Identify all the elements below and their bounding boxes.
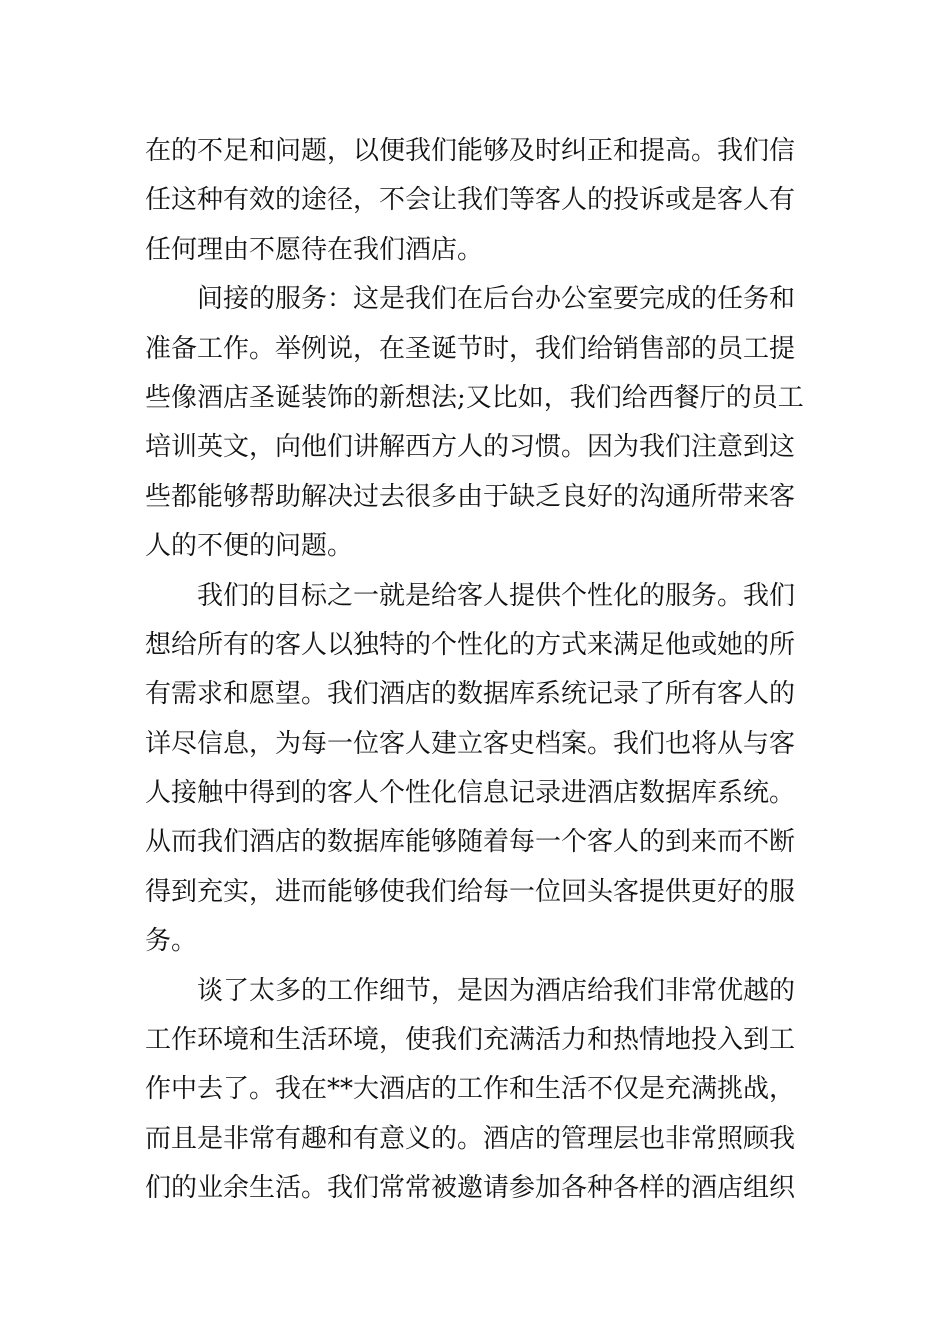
body-text [145,127,810,1214]
text-line: 想给所有的客人以独特的个性化的方式来满足他或她的所 [145,629,796,660]
text-line: 而且是非常有趣和有意义的。酒店的管理层也非常照顾我 [145,1123,796,1154]
text-line: 任何理由不愿待在我们酒店。 [145,234,484,265]
text-line: 些像酒店圣诞装饰的新想法;又比如，我们给西餐厅的员工 [145,382,804,413]
text-line: 准备工作。举例说，在圣诞节时，我们给销售部的员工提 [145,333,796,364]
text-line: 作中去了。我在**大酒店的工作和生活不仅是充满挑战， [145,1074,796,1105]
text-line: 在的不足和问题，以便我们能够及时纠正和提高。我们信 [145,136,796,166]
text-line: 们的业余生活。我们常常被邀请参加各种各样的酒店组织 [145,1173,796,1204]
text-line: 得到充实，进而能够使我们给每一位回头客提供更好的服 [145,876,796,907]
text-line: 务。 [145,926,198,957]
text-line: 些都能够帮助解决过去很多由于缺乏良好的沟通所带来客 [145,481,796,512]
text-line: 从而我们酒店的数据库能够随着每一个客人的到来而不断 [145,827,796,858]
text-line: 人接触中得到的客人个性化信息记录进酒店数据库系统。 [145,778,796,809]
paragraph-start-line: 我们的目标之一就是给客人提供个性化的服务。我们 [197,580,796,611]
text-line: 详尽信息，为每一位客人建立客史档案。我们也将从与客 [145,728,796,759]
paragraph-start-line: 间接的服务：这是我们在后台办公室要完成的任务和 [197,284,796,315]
text-line: 工作环境和生活环境，使我们充满活力和热情地投入到工 [145,1025,796,1056]
text-line: 有需求和愿望。我们酒店的数据库系统记录了所有客人的 [145,679,796,710]
paragraph-start-line: 谈了太多的工作细节，是因为酒店给我们非常优越的 [197,975,796,1006]
text-line: 任这种有效的途径，不会让我们等客人的投诉或是客人有 [145,185,796,216]
text-line: 人的不便的问题。 [145,531,354,562]
text-line: 培训英文，向他们讲解西方人的习惯。因为我们注意到这 [145,432,796,463]
